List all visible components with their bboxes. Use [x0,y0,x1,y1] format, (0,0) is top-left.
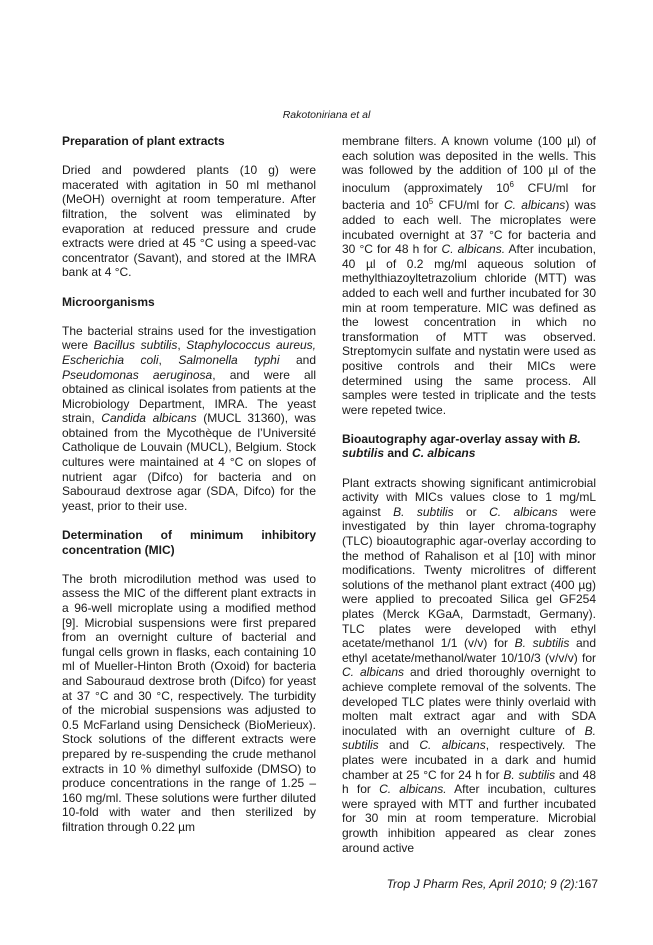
paragraph-mic-continued: membrane filters. A known volume (100 µl) of each solution was deposited in the wells. This was followed by the addition of 100 µl of the inoculum (approximately $10^6$ CFU/ml for bacteria and $10^5$ CFU/ml for C. albicans) was added to each well. The microplates were incubated overnight at 37 °C for bacteria and 30 °C for 48 h for C. albicans. After incubation, 40 µl of 0.2 mg/ml aqueous solution of methylthiazoyltetrazolium chloride (MTT) was added to each well and further incubated for 30 min at room temperature. MIC was defined as the lowest concentration in which no transformation of MTT was observed. Streptomycin sulfate and nystatin were used as positive controls and their MICs were determined using the same process. All samples were tested in triplicate and the tests were repeted twice. [342,134,596,417]
section-heading-plant-extracts: Preparation of plant extracts [62,134,225,148]
section-heading-microorganisms: Microorganisms [62,294,155,309]
journal-citation: Trop J Pharm Res, April 2010; 9 (2): [386,877,578,891]
section-heading-bioautography: Bioautography agar-overlay assay with B. subtilis and C. albicans [342,431,581,461]
paragraph-mic: The broth microdilution method was used to assess the MIC of the different plant extracts in a 96-well microplate using a modified method [9]. Microbial suspensions were first prepared from an overnight culture of bacterial and fungal cells grown in flasks, each containing 10 ml of Mueller-Hinton Broth (Oxoid) for bacteria and Sabouraud dextrose broth (Difco) for yeast at 37 °C and 30 °C, respectively. The turbidity of the microbial suspensions was adjusted to 0.5 McFarland using Densicheck (BioMerieux). Stock solutions of the different extracts were prepared by re-suspending the crude methanol extracts in 10 % dimethyl sulfoxide (DMSO) to produce concentrations in the range of 1.25 – 160 mg/ml. These solutions were further diluted 10-fold with water and then sterilized by filtration through 0.22 µm [62,571,316,834]
left-column [62,134,316,835]
section-heading-mic: Determination of minimum inhibitory concentration (MIC) [62,528,316,557]
page-number: 167 [577,877,598,891]
paragraph-bioautography: Plant extracts showing significant antimicrobial activity with MICs values close to 1 mg/mL against B. subtilis or C. albicans were investigated by thin layer chroma-tography (TLC) bioautographic agar-overlay according to the method of Rahalison et al [10] with minor modifications. Twenty microlitres of different solutions of the methanol plant extract (400 µg) were applied to precoated Silica gel GF254 plates (Merck KGaA, Darmstadt, Germany). TLC plates were developed with ethyl acetate/methanol 1/1 (v/v) for B. subtilis and ethyl acetate/methanol/water 10/10/3 (v/v/v) for C. albicans and dried thoroughly overnight to achieve complete removal of the solvents. The developed TLC plates were thinly overlaid with molten malt extract agar and with SDA inoculated with an overnight culture of B. subtilis and C. albicans, respectively. The plates were incubated in a dark and humid chamber at 25 °C for 24 h for B. subtilis and 48 h for C. albicans. After incubation, cultures were sprayed with MTT and further incubated for 30 min at room temperature. Microbial growth inhibition appeared as clear zones around active [342,475,596,855]
running-header: Rakotoniriana et al [282,109,371,121]
page-footer [0,877,598,891]
right-column [342,134,596,855]
paragraph-plant-extracts: Dried and powdered plants (10 g) were macerated with agitation in 50 ml methanol (MeOH) overnight at room temperature. After filtration, the solvent was eliminated by evaporation at reduced pressure and crude extracts were dried at 45 °C using a speed-vac concentrator (Savant), and stored at the IMRA bank at 4 °C. [62,163,316,280]
paragraph-microorganisms: The bacterial strains used for the investigation were Bacillus subtilis, Staphylococcus aureus, Escherichia coli, Salmonella typhi and Pseudomonas aeruginosa, and were all obtained as clinical isolates from patients at the Microbiology Department, IMRA. The yeast strain, Candida albicans (MUCL 31360), was obtained from the Mycothèque de l’Université Catholique de Louvain (MUCL), Belgium. Stock cultures were maintained at 4 °C on slopes of nutrient agar (Difco) for bacteria and on Sabouraud dextrose agar (SDA, Difco) for the yeast, prior to their use. [62,323,317,513]
